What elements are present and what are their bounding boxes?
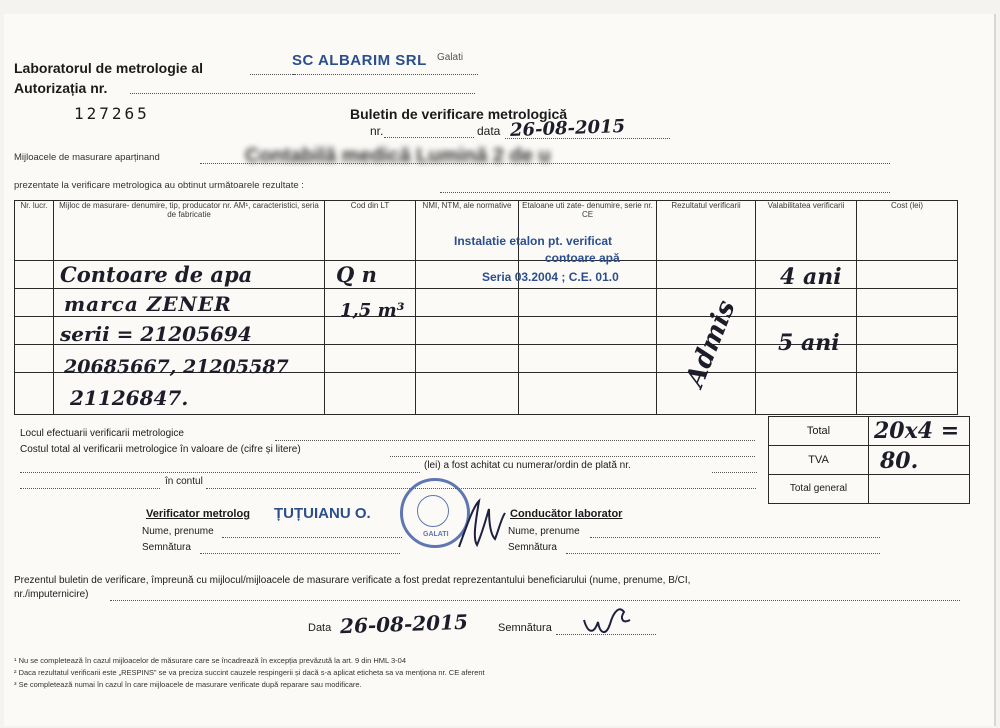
total-label: Total xyxy=(769,417,869,446)
header-date-value: 26-08-2015 xyxy=(509,115,626,142)
lead-signature-label: Semnătura xyxy=(508,542,557,553)
beneficiary-signature xyxy=(580,600,640,640)
seal-text: GALATI xyxy=(423,531,449,538)
lead-name-label: Nume, prenume xyxy=(508,526,580,537)
results-label: prezentate la verificare metrologica au obtinut următoarele rezultate : xyxy=(14,180,304,191)
hand-row-4: 20685667, 21205587 xyxy=(64,356,289,378)
result-hand: Admis xyxy=(680,296,742,392)
cost-label: Costul total al verificarii metrologice în valoare de (cifre și litere) xyxy=(20,444,301,455)
tva-value: 80. xyxy=(880,448,919,474)
verifier-signature xyxy=(455,495,515,555)
etalon-line-1: Instalatie etalon pt. verificat xyxy=(454,234,613,248)
header-etalons: Etaloane uti zate- denumire, serie nr. CE xyxy=(519,201,657,261)
hand-row-1: Contoare de apa xyxy=(60,262,253,287)
bottom-date-label: Data xyxy=(308,622,332,634)
means-label: Mijloacele de masurare aparținand xyxy=(14,152,160,163)
hand-row-5: 21126847. xyxy=(70,386,189,410)
account-label: în contul xyxy=(165,476,203,487)
lab-name-stamp: SC ALBARIM SRL xyxy=(292,52,427,69)
verifier-name-stamp: ȚUȚUIANU O. xyxy=(274,505,371,522)
code-hand-2: 1,5 m³ xyxy=(340,300,405,321)
verifier-signature-label: Semnătura xyxy=(142,542,191,553)
header-norms: NMI, NTM, ale normative xyxy=(416,201,519,261)
place-label: Locul efectuarii verificarii metrologice xyxy=(20,428,184,439)
footnote-2: ² Daca rezultatul verificarii este „RESPINS” se va preciza succint cauzele respingerii și dacă s-a aplicat eticheta sa va menționa nr. CE aferent xyxy=(14,668,485,677)
total-general-label: Total general xyxy=(769,475,869,504)
header-code: Cod din LT xyxy=(325,201,416,261)
handover-text: Prezentul buletin de verificare, împreună cu mijlocul/mijloacele de masurare verificate a fost predat reprezentantului beneficiarului (nume, prenume, B/CI, xyxy=(14,575,691,586)
date-label: data xyxy=(477,124,501,138)
header-cost: Cost (lei) xyxy=(857,201,958,261)
paid-label: (lei) a fost achitat cu numerar/ordin de plată nr. xyxy=(424,460,631,471)
document-title: Buletin de verificare metrologică xyxy=(350,106,568,122)
hand-row-2: marca ZENER xyxy=(64,292,232,316)
bottom-signature-label: Semnătura xyxy=(498,622,552,634)
header-result: Rezultatul verificarii xyxy=(657,201,756,261)
verifier-name-label: Nume, prenume xyxy=(142,526,214,537)
owner-redacted: Contabilă medică Lumină 2 de u xyxy=(245,145,551,167)
validity-hand-2: 5 ani xyxy=(778,330,840,356)
total-value: 20x4 = xyxy=(874,418,960,444)
hand-row-3: serii = 21205694 xyxy=(60,322,252,346)
code-hand-1: Q n xyxy=(336,262,377,287)
lab-label: Laboratorul de metrologie al xyxy=(14,60,204,76)
header-validity: Valabilitatea verificarii xyxy=(756,201,857,261)
footnote-3: ³ Se completează numai în cazul în care mijloacele de masurare verificate după reparare sau modificare. xyxy=(14,680,362,689)
tva-label: TVA xyxy=(769,446,869,475)
lead-title: Conducător laborator xyxy=(510,508,623,520)
verifier-title: Verificator metrolog xyxy=(146,508,250,520)
document-number: 127265 xyxy=(74,104,150,123)
validity-hand-1: 4 ani xyxy=(780,264,842,290)
header-instrument: Mijloc de masurare- denumire, tip, producator nr. AM¹, caracteristici, seria de fabricatie xyxy=(54,201,325,261)
lab-city: Galati xyxy=(437,52,464,63)
handover-text-2: nr./imputernicire) xyxy=(14,589,89,600)
header-nr: Nr. lucr. xyxy=(15,201,54,261)
etalon-line-3: Seria 03.2004 ; C.E. 01.0 xyxy=(482,270,619,284)
etalon-line-2: contoare apă xyxy=(545,251,620,265)
authorization-label: Autorizația nr. xyxy=(14,80,108,96)
nr-label: nr. xyxy=(370,124,384,138)
footnote-1: ¹ Nu se completează în cazul mijloacelor de măsurare care se încadrează în excepția prevăzută la art. 9 din HML 3-04 xyxy=(14,656,406,665)
bottom-date-value: 26-08-2015 xyxy=(339,609,469,639)
